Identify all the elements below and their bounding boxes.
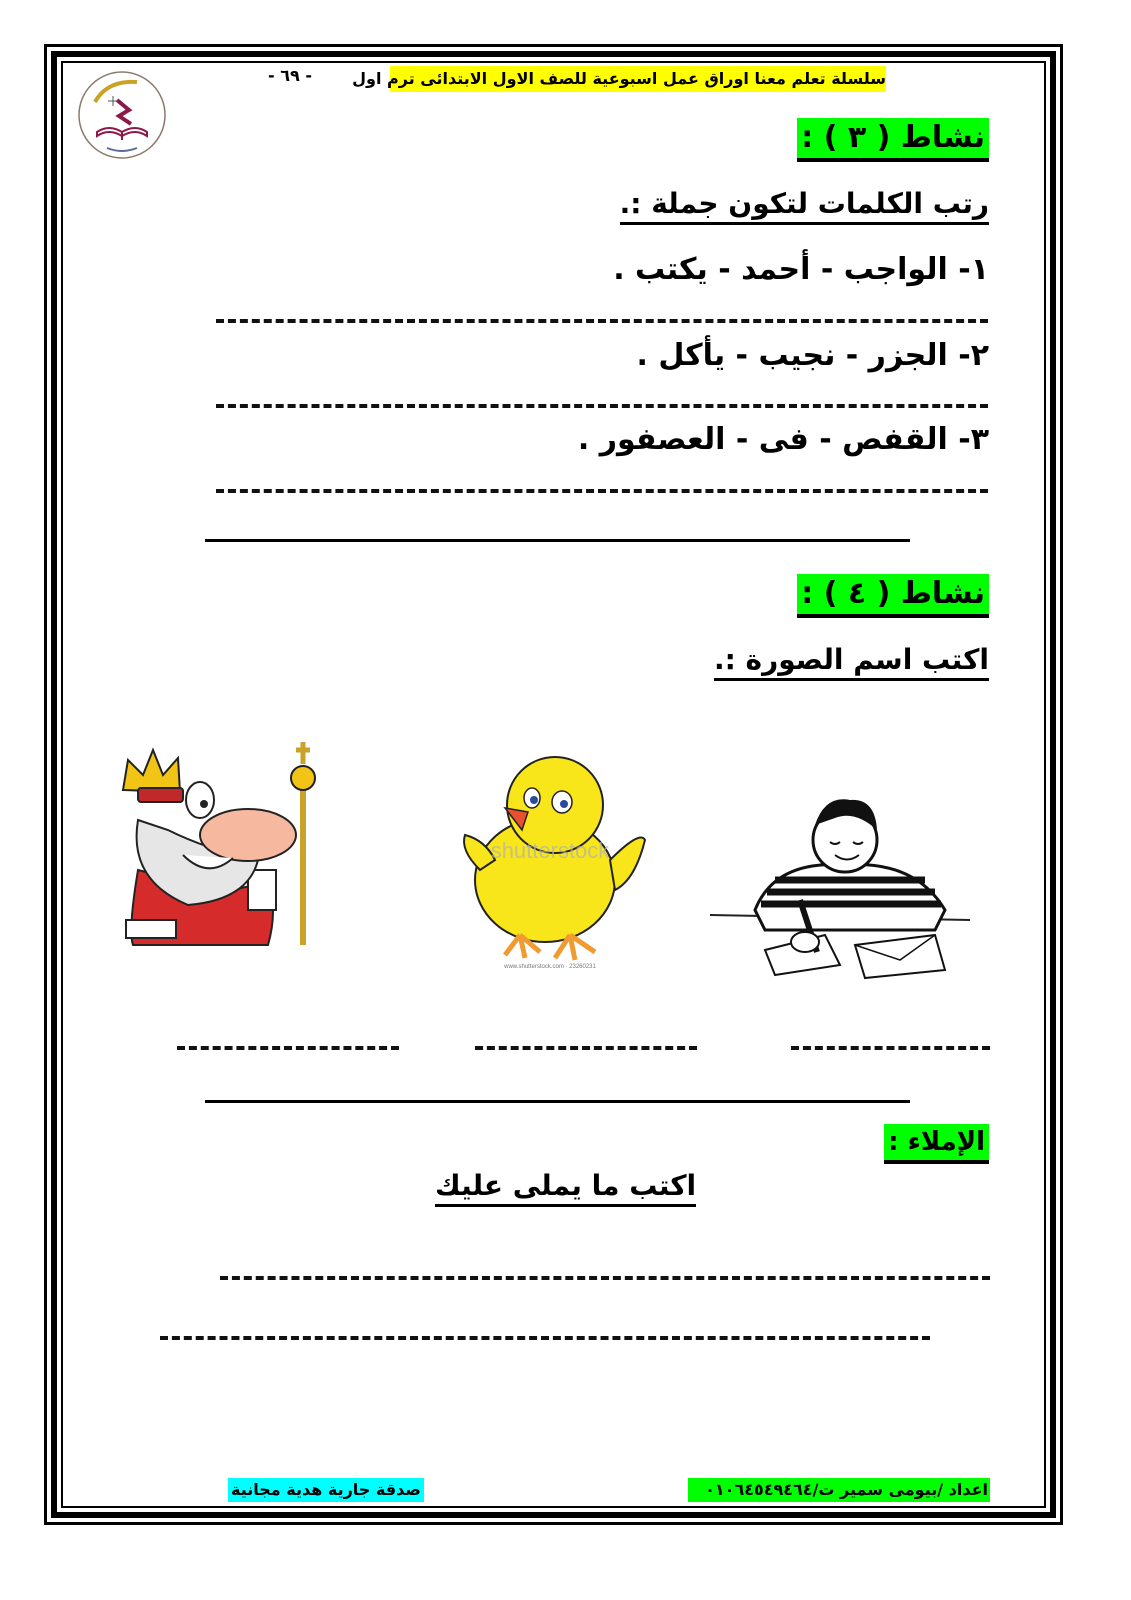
footer-author-contact: اعداد /بيومى سمير ت/٠١٠٦٤٥٤٩٤٦٤ (688, 1478, 990, 1502)
section-divider-2 (205, 1100, 910, 1103)
activity-4-heading: نشاط ( ٤ ) : (797, 574, 989, 618)
answer-line-1[interactable] (216, 319, 988, 323)
series-title: سلسلة تعلم معنا اوراق عمل اسبوعية للصف الاول الابتدائى ترم اول (390, 66, 886, 92)
picture-king (108, 730, 318, 955)
chick-cartoon-icon (450, 740, 650, 970)
svg-text:www.shutterstock.com · 2326023: www.shutterstock.com · 23260231 (504, 964, 596, 970)
king-cartoon-icon (108, 730, 318, 955)
exercise-item-3: ٣- القفص - فى - العصفور . (577, 422, 989, 457)
dictation-line-1[interactable] (220, 1276, 990, 1280)
answer-line-boy[interactable] (791, 1046, 990, 1050)
activity-3-heading: نشاط ( ٣ ) : (797, 118, 989, 162)
open-book-pen-logo-icon (77, 70, 167, 160)
exercise-item-2: ٢- الجزر - نجيب - يأكل . (636, 338, 989, 373)
footer-charity-note: صدقة جارية هدية مجانية (228, 1478, 424, 1502)
dictation-instruction: اكتب ما يملى عليك (435, 1168, 696, 1207)
dictation-heading: الإملاء : (884, 1124, 989, 1164)
picture-boy-writing (705, 770, 975, 980)
activity-4-instruction: اكتب اسم الصورة :. (714, 642, 989, 681)
answer-line-2[interactable] (216, 404, 988, 408)
exercise-item-1: ١- الواجب - أحمد - يكتب . (613, 252, 989, 287)
answer-line-chick[interactable] (475, 1046, 697, 1050)
picture-chick (450, 740, 650, 970)
boy-writing-icon (705, 770, 975, 980)
page-number: - ٦٩ - (268, 66, 312, 85)
answer-line-3[interactable] (216, 489, 988, 493)
activity-3-instruction: رتب الكلمات لتكون جملة :. (620, 186, 989, 225)
svg-text:shutterstock: shutterstock (490, 838, 610, 863)
section-divider-1 (205, 539, 910, 542)
series-logo (77, 70, 167, 160)
answer-line-king[interactable] (177, 1046, 399, 1050)
dictation-line-2[interactable] (160, 1336, 930, 1340)
